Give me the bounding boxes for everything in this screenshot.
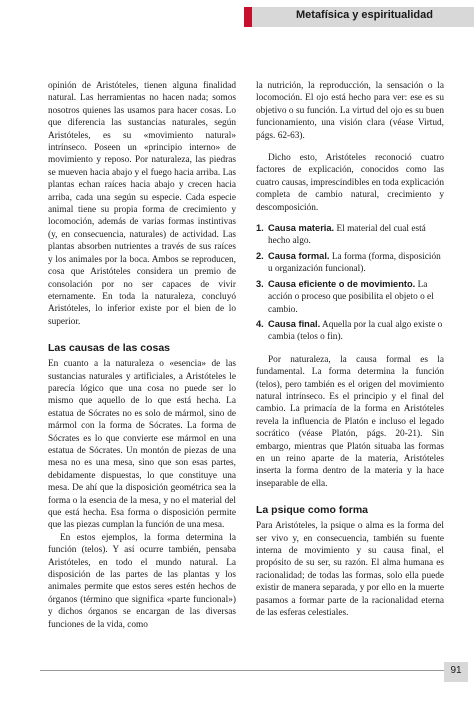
list-item: 4. Causa final. Aquella por la cual algo existe o cambia (telos o fin). <box>256 318 443 343</box>
paragraph: Para Aristóteles, la psique o alma es la forma del ser vivo y, en consecuencia, también su fuente interna de movimiento y su causa final, el propósito de su ser, su razón. El alma humana es racionalidad; de todas las formas, solo ella puede existir de manera separada, y por ello en la muerte pasamos a formar parte de la racionalidad eterna de las esferas celestiales. <box>256 521 444 619</box>
paragraph: Por naturaleza, la causa formal es la fundamental. La forma determina la función (telos), pero también es el origen del movimiento natural intrínseco. Es el principio y el final del cambio. La primacía de la forma en Aristóteles revela la influencia de Platón e incluso el legado socrático (véase Platón, págs. 20-21). Sin embargo, mientras que Platón situaba las formas en un reino aparte de la materia, Aristóteles inserta la forma dentro de la materia y la hace inseparable de ella. <box>256 354 444 489</box>
footer-rule <box>40 670 444 671</box>
section-title: Metafísica y espiritualidad <box>296 9 433 21</box>
left-column <box>48 80 236 631</box>
paragraph: la nutrición, la reproducción, la sensación o la locomoción. El ojo está hecho para ver: ese es su objetivo o su función. La virtud del ojo es su buen funcionamiento, una visión clara (véase Virtud, págs. 62-63). <box>256 81 444 141</box>
list-item: 1. Causa materia. El material del cual está hecho algo. <box>256 223 426 247</box>
paragraph: En cuanto a la naturaleza o «esencia» de las sustancias naturales y artificiales, a Aristóteles le parecía lógico que una cosa no puede ser lo mismo que aquello de lo que está hecha. La estatua de Sócrates no es solo de mármol, sino de mármol con la forma de Sócrates. La forma de Sócrates es lo que convierte ese mármol en una estatua de Sócrates. Un montón de piezas de una mesa no es una mesa, sino que son esas partes, debidamente dispuestas, lo que constituye una mesa. De ahí que la disposición geométrica sea la forma o la esencia de la mesa, y no el material del que está hecha. Esa forma o disposición permite que las piezas cumplan la función de una mesa. <box>48 359 236 531</box>
paragraph: Dicho esto, Aristóteles reconoció cuatro factores de explicación, conocidos como las cuatro causas, imprescindibles en toda explicación completa de cambio natural, crecimiento y descomposición. <box>256 153 444 213</box>
header-accent-bar <box>244 7 252 27</box>
list-item: 3. Causa eficiente o de movimiento. La acción o proceso que posibilita el objeto o el cambio. <box>256 278 434 315</box>
list-item: 2. Causa formal. La forma (forma, disposición u organización funcional). <box>256 250 441 275</box>
section-heading-psyche: La psique como forma <box>256 504 369 517</box>
paragraph: opinión de Aristóteles, tienen alguna finalidad natural. Las herramientas no hacen nada; somos nosotros quienes las usamos para hacer cosas. Lo que diferencia las sustancias naturales, según Aristóteles, es su «movimiento natural» intrínseco. Poseen un «principio interno» de movimiento y reposo. Por naturaleza, las piedras se mueven hacia abajo y el fuego hacia arriba. Las plantas echan raíces hacia abajo y crecen hacia arriba, cada una según su especie. Cada especie animal tiene su propia forma de crecimiento y locomoción, además de varias formas instintivas (y, en consecuencia, naturales) de actividad. Las plantas absorben nutrientes a través de sus raíces y los animales por la boca. Ambos se reproducen, cosa que Aristóteles considera un premio de consolación por no ser capaces de vivir eternamente. En toda la naturaleza, concluyó Aristóteles, lo inferior existe por el bien de lo superior. <box>48 81 236 327</box>
right-column <box>256 80 444 619</box>
section-heading-causes: Las causas de las cosas <box>48 342 170 355</box>
paragraph: En estos ejemplos, la forma determina la función (telos). Y así ocurre también, pensaba Aristóteles, en todo el mundo natural. La disposición de las partes de las plantas y los animales permite que estos seres estén hechos de órganos (término que significa «parte funcional») y dichos órganos se encargan de las diversas funciones de la vida, como <box>48 532 236 630</box>
four-causes-list <box>256 222 444 344</box>
page-number: 91 <box>450 665 462 676</box>
